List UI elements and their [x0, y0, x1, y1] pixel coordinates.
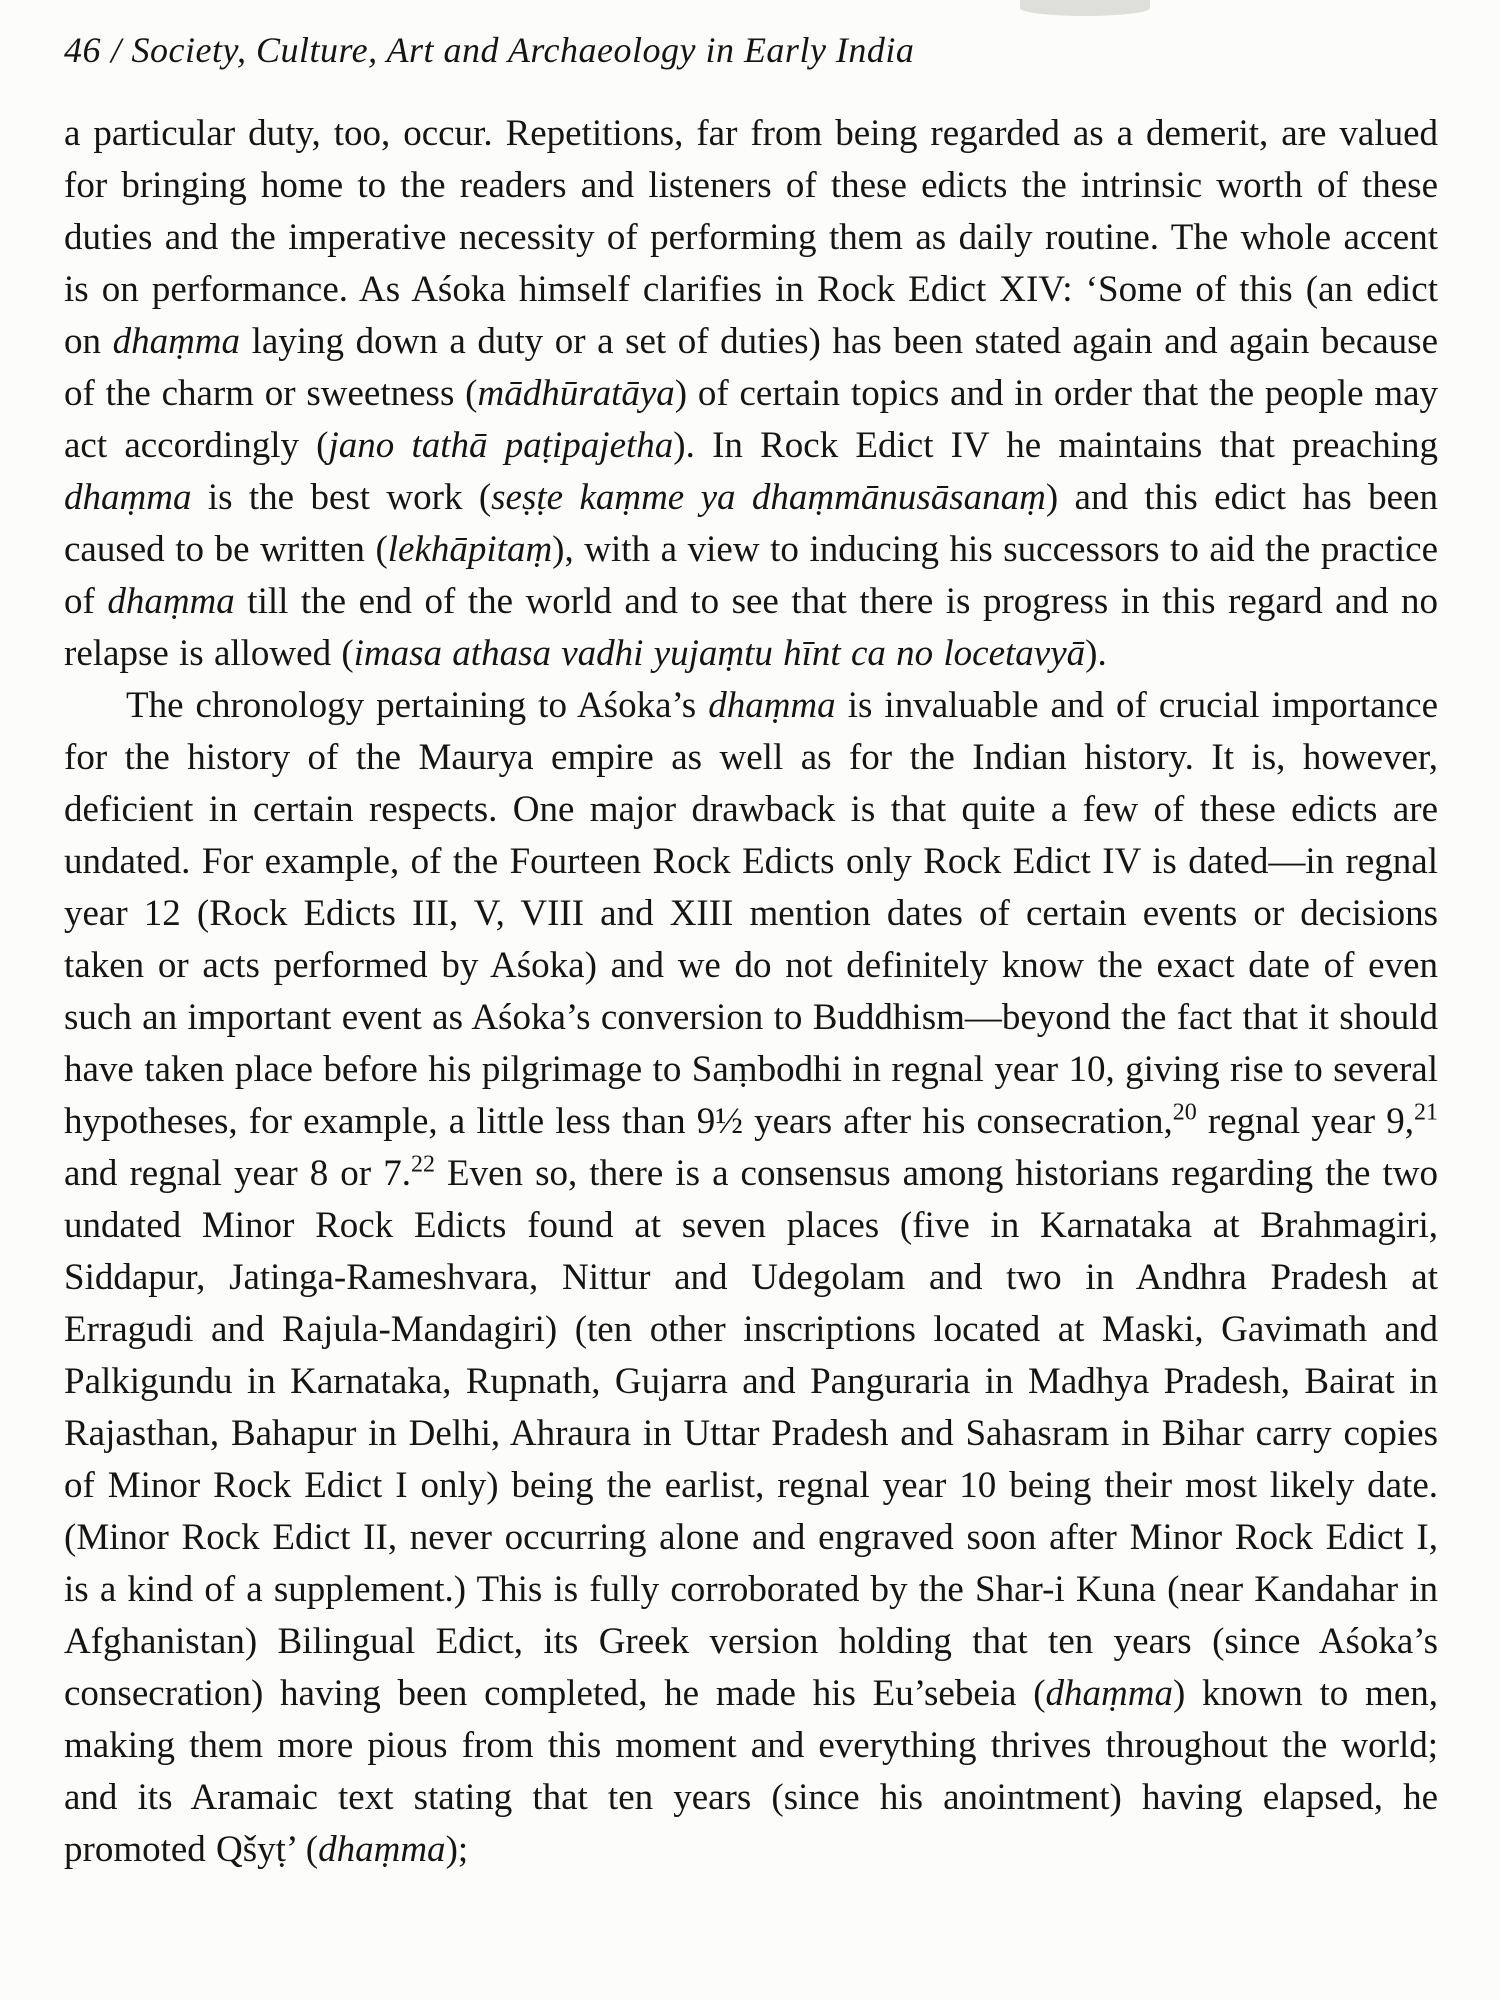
body-paragraph-2: The chronology pertaining to Aśoka’s dhaṃma is invaluable and of crucial importance for the history of the Maurya empire as well as for the Indian history. It is, however, deficient in certain respects. One major drawback is that quite a few of these edicts are undated. For example, of the Fourteen Rock Edicts only Rock Edict IV is dated—in regnal year 12 (Rock Edicts III, V, VIII and XIII mention dates of certain events or decisions taken or acts performed by Aśoka) and we do not definitely know the exact date of even such an important event as Aśoka’s conversion to Buddhism—beyond the fact that it should have taken place before his pilgrimage to Saṃbodhi in regnal year 10, giving rise to several hypotheses, for example, a little less than 9½ years after his consecration,$^{20}$ regnal year 9,21 and regnal year 8 or 7.22 Even so, there is a consensus among historians regarding the two undated Minor Rock Edicts found at seven places (five in Karnataka at Brahmagiri, Siddapur, Jatinga-Rameshvara, Nittur and Udegolam and two in Andhra Pradesh at Erragudi and Rajula-Mandagiri) (ten other inscriptions located at Maski, Gavimath and Palkigundu in Karnataka, Rupnath, Gujarra and Panguraria in Madhya Pradesh, Bairat in Rajasthan, Bahapur in Delhi, Ahraura in Uttar Pradesh and Sahasram in Bihar carry copies of Minor Rock Edict I only) being the earlist, regnal year 10 being their most likely date. (Minor Rock Edict II, never occurring alone and engraved soon after Minor Rock Edict I, is a kind of a supplement.) This is fully corroborated by the Shar-i Kuna (near Kandahar in Afghanistan) Bilingual Edict, its Greek version holding that ten years (since Aśoka’s consecration) having been completed, he made his Eu’sebeia (dhaṃma) known to men, making them more pious from this moment and everything thrives throughout the world; and its Aramaic text stating that ten years (since his anointment) having elapsed, he promoted Qšyṭ’ (dhaṃma);: [64, 685, 1438, 1870]
page-content: [64, 28, 1438, 1876]
body-paragraph-1: a particular duty, too, occur. Repetitions, far from being regarded as a demerit, are valued for bringing home to the readers and listeners of these edicts the intrinsic worth of these duties and the imperative necessity of performing them as daily routine. The whole accent is on performance. As Aśoka himself clarifies in Rock Edict XIV: ‘Some of this (an edict on dhaṃma laying down a duty or a set of duties) has been stated again and again because of the charm or sweetness (mādhūratāya) of certain topics and in order that the people may act accordingly (jano tathā paṭipajetha). In Rock Edict IV he maintains that preaching dhaṃma is the best work (seṣṭe kaṃme ya dhaṃmānusāsanaṃ) and this edict has been caused to be written (lekhāpitaṃ), with a view to inducing his successors to aid the practice of dhaṃma till the end of the world and to see that there is progress in this regard and no relapse is allowed (imasa athasa vadhi yujaṃtu hīnt ca no locetavyā).: [64, 113, 1439, 674]
header-separator: /: [111, 30, 122, 70]
running-header: [64, 28, 1438, 72]
scan-artifact: [1020, 0, 1150, 16]
page-number: 46: [64, 30, 101, 70]
body-text: [64, 108, 1438, 1876]
book-title: Society, Culture, Art and Archaeology in Early India: [131, 30, 915, 70]
